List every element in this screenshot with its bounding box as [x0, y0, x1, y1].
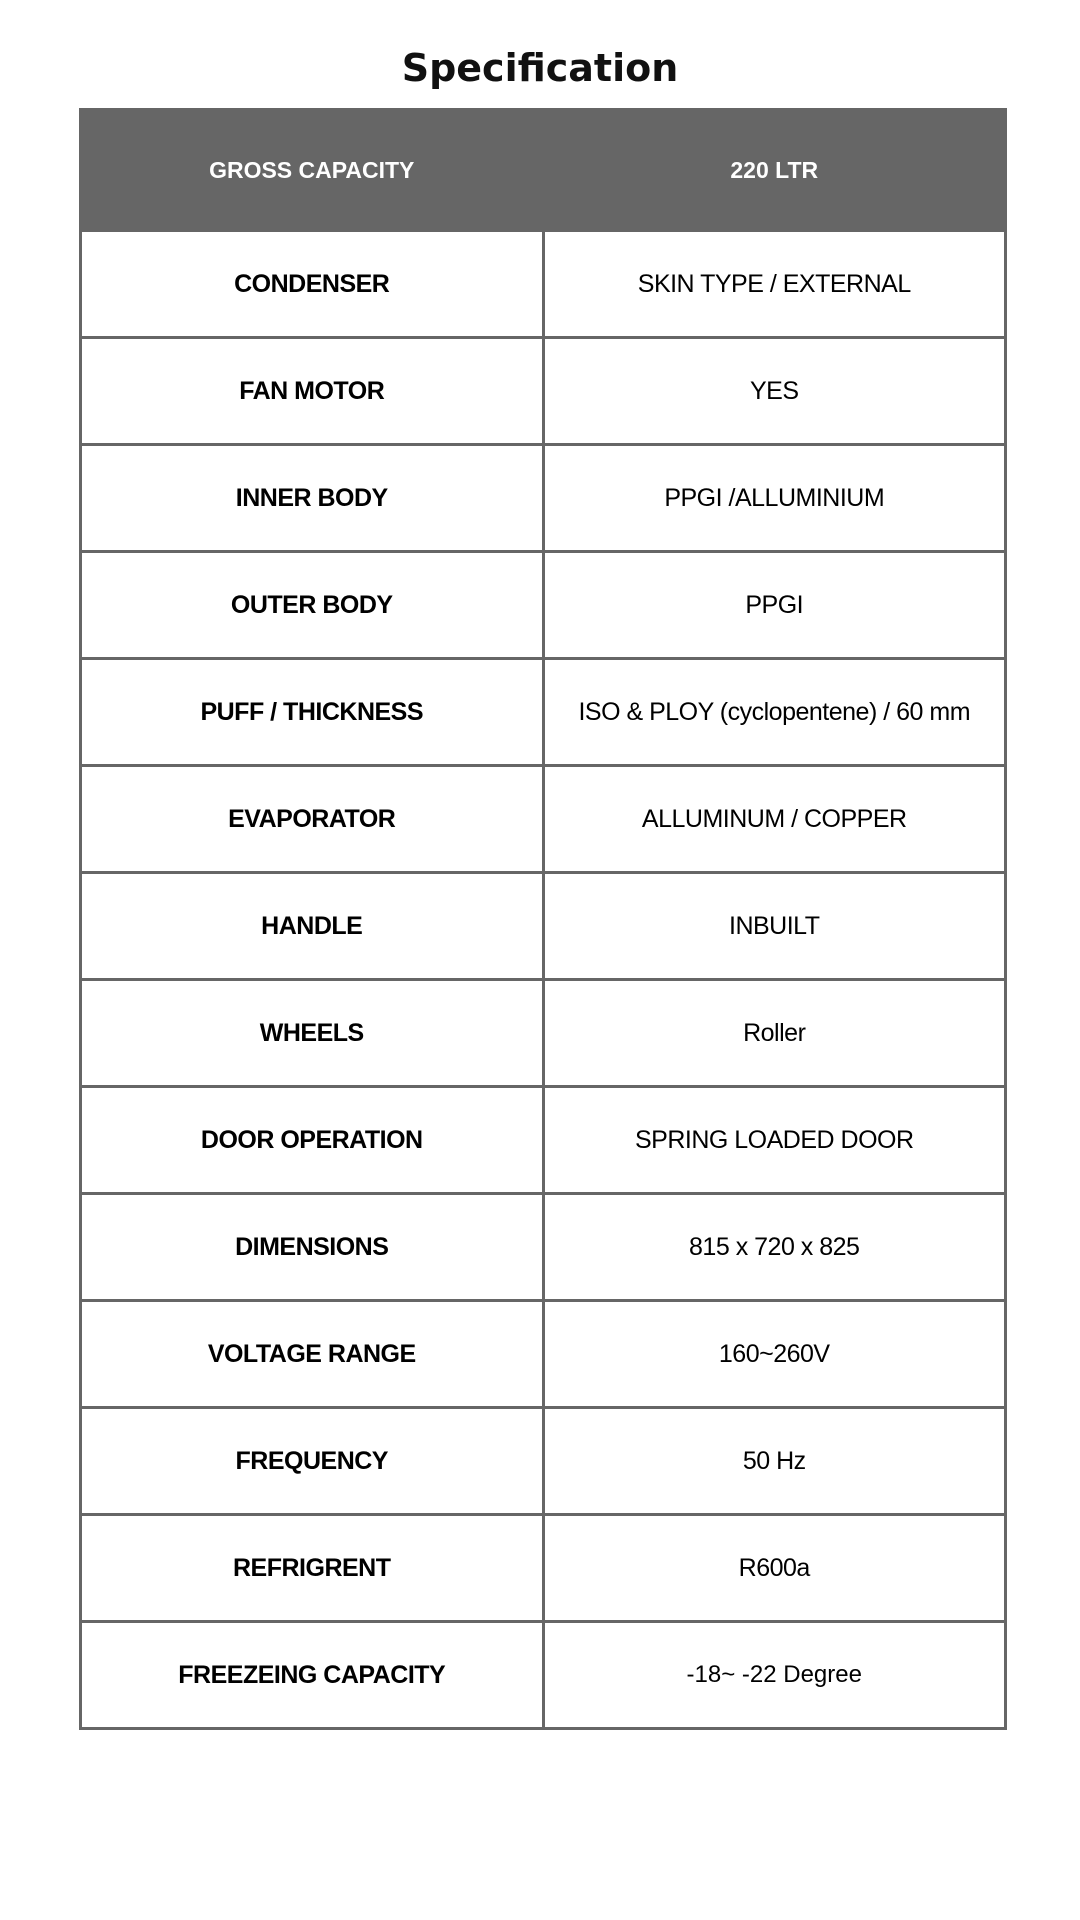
spec-label: CONDENSER [81, 231, 544, 338]
spec-label: INNER BODY [81, 445, 544, 552]
specification-table [79, 108, 1007, 1730]
spec-label: FREQUENCY [81, 1408, 544, 1515]
page-title: Specification [401, 46, 679, 90]
header-value-cell: 220 LTR [543, 110, 1006, 231]
spec-value: INBUILT [543, 873, 1006, 980]
spec-label: OUTER BODY [81, 552, 544, 659]
spec-value: ALLUMINUM / COPPER [543, 766, 1006, 873]
table-row [81, 1087, 1006, 1194]
spec-value: 160~260V [543, 1301, 1006, 1408]
table-row [81, 1194, 1006, 1301]
spec-label: DIMENSIONS [81, 1194, 544, 1301]
spec-label: EVAPORATOR [81, 766, 544, 873]
spec-label: FAN MOTOR [81, 338, 544, 445]
spec-value: SKIN TYPE / EXTERNAL [543, 231, 1006, 338]
spec-value: Roller [543, 980, 1006, 1087]
table-header-row [81, 110, 1006, 231]
table-row [81, 338, 1006, 445]
spec-label: HANDLE [81, 873, 544, 980]
spec-label: WHEELS [81, 980, 544, 1087]
table-row [81, 1622, 1006, 1729]
table-row [81, 1408, 1006, 1515]
spec-value: YES [543, 338, 1006, 445]
spec-value: SPRING LOADED DOOR [543, 1087, 1006, 1194]
table-row [81, 552, 1006, 659]
spec-label: PUFF / THICKNESS [81, 659, 544, 766]
spec-label: DOOR OPERATION [81, 1087, 544, 1194]
spec-value: 50 Hz [543, 1408, 1006, 1515]
spec-value: -18~ -22 Degree [543, 1622, 1006, 1729]
spec-value: 815 x 720 x 825 [543, 1194, 1006, 1301]
spec-label: VOLTAGE RANGE [81, 1301, 544, 1408]
table-row [81, 980, 1006, 1087]
header-label-cell: GROSS CAPACITY [81, 110, 544, 231]
table-row [81, 1515, 1006, 1622]
spec-value: PPGI /ALLUMINIUM [543, 445, 1006, 552]
table-row [81, 659, 1006, 766]
table-row [81, 1301, 1006, 1408]
spec-value: ISO & PLOY (cyclopentene) / 60 mm [543, 659, 1006, 766]
table-row [81, 766, 1006, 873]
table-row [81, 231, 1006, 338]
spec-value: PPGI [543, 552, 1006, 659]
spec-label: REFRIGRENT [81, 1515, 544, 1622]
table-row [81, 445, 1006, 552]
spec-label: FREEZEING CAPACITY [81, 1622, 544, 1729]
spec-value: R600a [543, 1515, 1006, 1622]
table-row [81, 873, 1006, 980]
